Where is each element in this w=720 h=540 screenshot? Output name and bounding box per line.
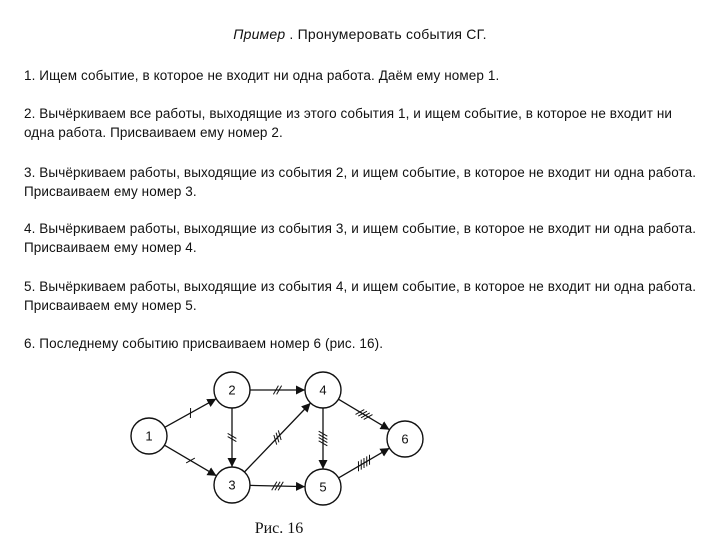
strike-mark: [274, 435, 277, 445]
step-3-text: 3. Вычёркиваем работы, выходящие из события 2, и ищем событие, в которое не входит ни одна работа. Присваиваем ему номер 3.: [24, 165, 697, 199]
example-label: Пример: [233, 26, 286, 42]
step-4-text: 4. Вычёркиваем работы, выходящие из события 3, и ищем событие, в которое не входит ни одна работа. Присваиваем ему номер 4.: [24, 221, 697, 255]
step-1-text: 1. Ищем событие, в которое не входит ни одна работа. Даём ему номер 1.: [24, 68, 500, 83]
step-2-text: 2. Вычёркиваем все работы, выходящие из этого события 1, и ищем событие, в которое не входит ни одна работа. Присваиваем ему номер 2.: [24, 106, 673, 140]
strike-mark: [278, 430, 281, 440]
event-node-label-6: 6: [401, 431, 409, 447]
strike-mark: [276, 433, 279, 443]
example-task: . Пронумеровать события СГ.: [285, 26, 487, 42]
event-node-label-2: 2: [228, 382, 236, 398]
step-5-text: 5. Вычёркиваем работы, выходящие из события 4, и ищем событие, в которое не входит ни одна работа. Присваиваем ему номер 5.: [24, 279, 697, 313]
figure-caption: Рис. 16: [254, 520, 304, 537]
edges-group: [165, 386, 390, 491]
step-6-text: 6. Последнему событию присваиваем номер 6 (рис. 16).: [24, 336, 384, 351]
edge-4-6: [338, 399, 389, 430]
event-node-label-4: 4: [319, 382, 327, 398]
event-node-label-1: 1: [145, 428, 153, 444]
event-node-label-5: 5: [319, 479, 327, 495]
event-node-label-3: 3: [228, 477, 236, 493]
